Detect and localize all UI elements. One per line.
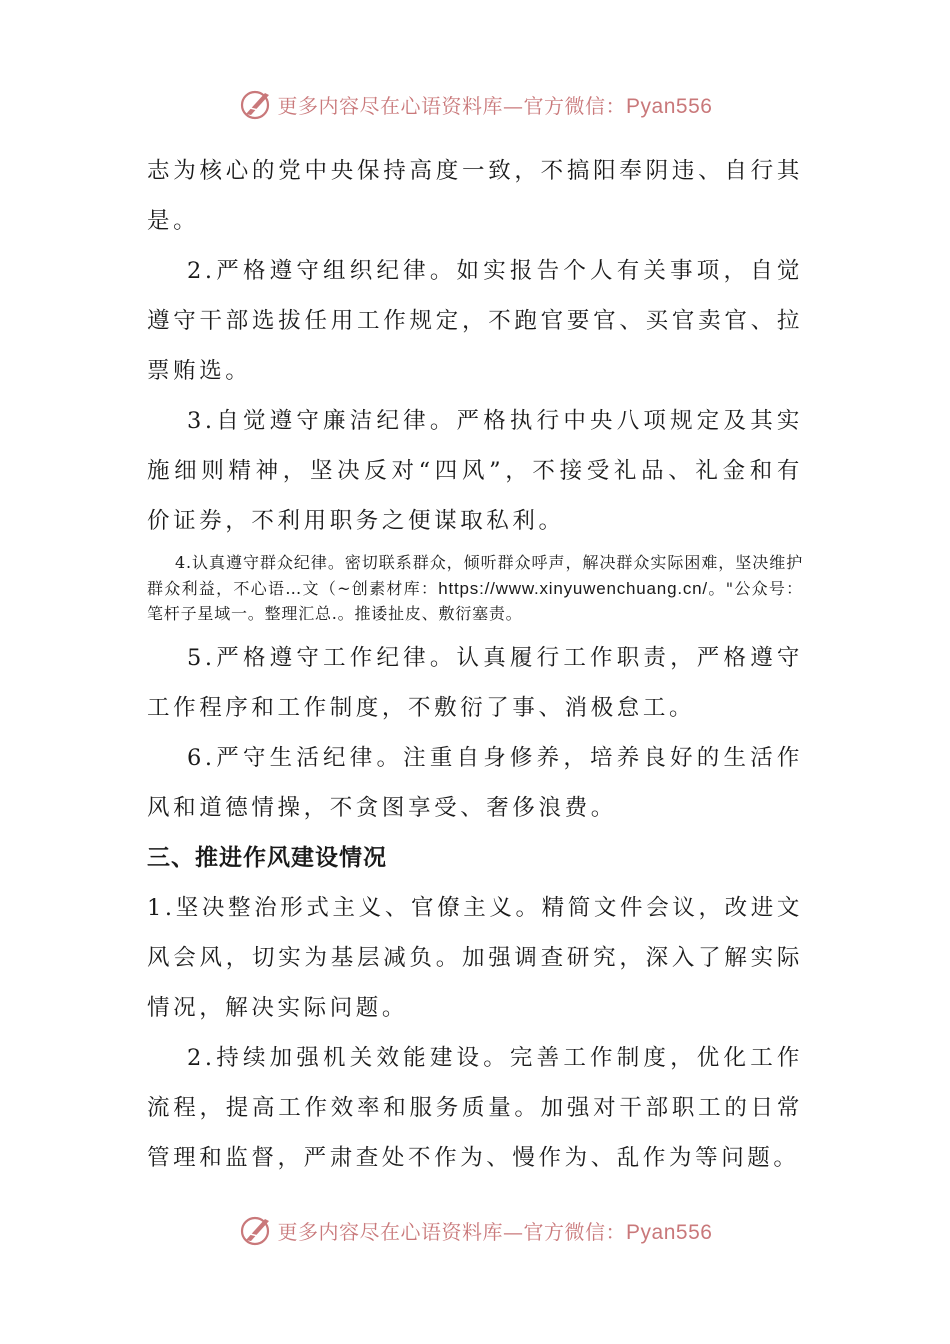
quill-pen-circle-icon <box>238 86 274 122</box>
paragraph-mass-discipline: 4.认真遵守群众纪律。密切联系群众，倾听群众呼声，解决群众实际困难，坚决维护群众利益，不心语…文（~创素材库：https://www.xinyuwenchuang.cn/。"公众号：笔杆子星域一。整理汇总.。推诿扯皮、敷衍塞责。 <box>147 553 803 623</box>
header-watermark <box>0 84 950 124</box>
section-heading: 三、推进作风建设情况 <box>147 844 387 871</box>
source-link[interactable]: https://www.xinyuwenchuang.cn/ <box>438 578 708 598</box>
document-body <box>147 146 803 1183</box>
quill-pen-circle-icon <box>238 1212 274 1248</box>
paragraph-life-discipline: 6.严守生活纪律。注重自身修养，培养良好的生活作风和道德情操，不贪图享受、奢侈浪费。 <box>147 744 803 821</box>
watermark-text: 更多内容尽在心语资料库—官方微信：Pyan556 <box>277 1219 713 1244</box>
paragraph-efficiency: 2.持续加强机关效能建设。完善工作制度，优化工作流程，提高工作效率和服务质量。加强对干部职工的日常管理和监督，严肃查处不作为、慢作为、乱作为等问题。 <box>147 1044 803 1171</box>
paragraph: 志为核心的党中央保持高度一致，不搞阳奉阴违、自行其是。 <box>147 158 803 234</box>
watermark-text: 更多内容尽在心语资料库—官方微信：Pyan556 <box>277 93 713 118</box>
paragraph-work-discipline: 5.严格遵守工作纪律。认真履行工作职责，严格遵守工作程序和工作制度，不敷衍了事、消极怠工。 <box>147 644 803 721</box>
paragraph-organizational-discipline: 2.严格遵守组织纪律。如实报告个人有关事项，自觉遵守干部选拔任用工作规定，不跑官要官、买官卖官、拉票贿选。 <box>147 258 803 384</box>
paragraph-formalism: 1.坚决整治形式主义、官僚主义。精简文件会议，改进文风会风，切实为基层减负。加强调查研究，深入了解实际情况，解决实际问题。 <box>147 894 803 1021</box>
footer-watermark <box>0 1210 950 1250</box>
paragraph-integrity-discipline: 3.自觉遵守廉洁纪律。严格执行中央八项规定及其实施细则精神，坚决反对“四风”，不接受礼品、礼金和有价证券，不利用职务之便谋取私利。 <box>147 408 803 534</box>
